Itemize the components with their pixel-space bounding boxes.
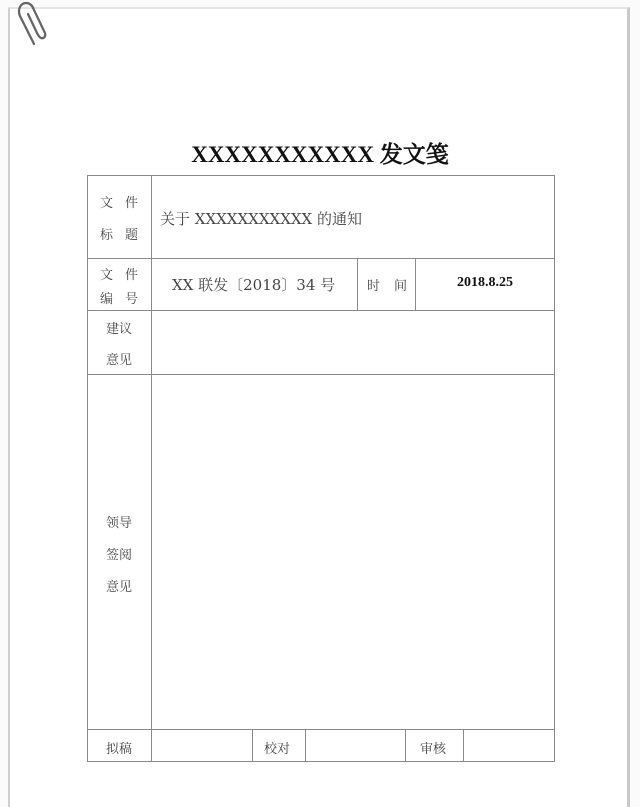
time-value[interactable]: 2018.8.25 xyxy=(457,275,513,290)
col-divider xyxy=(305,729,306,762)
suggestion-label-line2: 意见 xyxy=(106,353,133,368)
draft-field[interactable] xyxy=(153,731,251,761)
page-title: XXXXXXXXXXX 发文笺 xyxy=(191,142,449,167)
row-divider xyxy=(87,729,555,730)
suggestion-label-line1: 建议 xyxy=(106,322,133,337)
label-char: 间 xyxy=(393,279,407,294)
label-char: 件 xyxy=(124,196,138,211)
leader-label-line1: 领导 xyxy=(106,516,133,531)
leader-label-line2: 签阅 xyxy=(106,548,133,563)
label-char: 编 xyxy=(100,292,114,307)
file-number-label-line2 xyxy=(100,288,138,307)
label-char: 题 xyxy=(124,228,138,243)
file-title-label-line2 xyxy=(100,224,138,243)
label-char: 时 xyxy=(367,279,381,294)
draft-label: 拟稿 xyxy=(106,742,133,757)
col-divider xyxy=(252,729,253,762)
col-divider xyxy=(151,175,152,762)
row-divider xyxy=(87,310,555,311)
row-divider xyxy=(87,258,555,259)
label-char: 文 xyxy=(100,268,114,283)
label-char: 文 xyxy=(100,196,114,211)
col-divider xyxy=(463,729,464,762)
col-divider xyxy=(405,729,406,762)
proof-label: 校对 xyxy=(264,742,291,757)
suggestion-field[interactable] xyxy=(153,312,553,373)
review-field[interactable] xyxy=(465,731,554,761)
row-divider xyxy=(87,374,555,375)
leader-field[interactable] xyxy=(153,376,553,728)
file-number-value[interactable]: XX 联发〔2018〕34 号 xyxy=(172,276,336,294)
label-char: 标 xyxy=(100,228,114,243)
file-title-value[interactable]: 关于 XXXXXXXXXXX 的通知 xyxy=(160,210,363,228)
file-number-label-line1 xyxy=(100,264,138,283)
file-title-label-line1 xyxy=(100,192,138,211)
label-char: 号 xyxy=(124,292,138,307)
label-char: 件 xyxy=(124,268,138,283)
col-divider xyxy=(415,258,416,310)
review-label: 审核 xyxy=(420,742,447,757)
leader-label-line3: 意见 xyxy=(106,580,133,595)
paperclip-icon xyxy=(12,0,52,48)
time-label xyxy=(367,275,407,294)
proof-field[interactable] xyxy=(307,731,404,761)
col-divider xyxy=(357,258,358,310)
